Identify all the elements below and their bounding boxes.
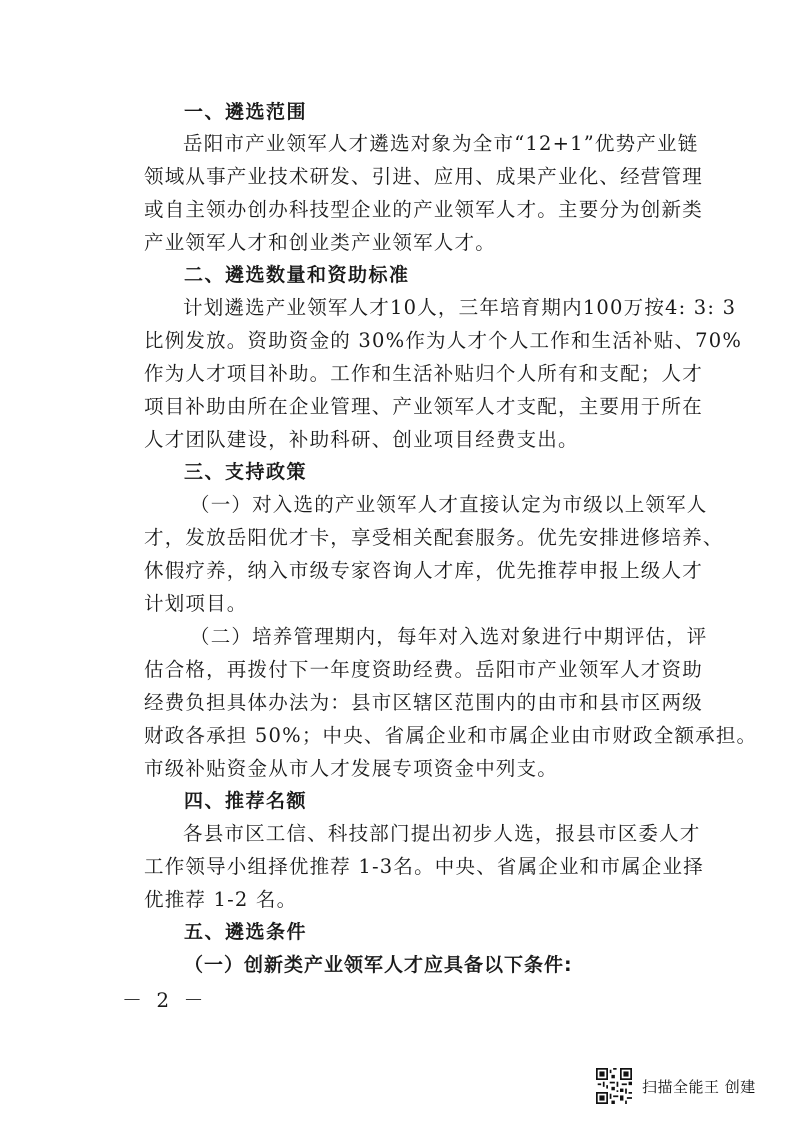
section5-subheading: （一）创新类产业领军人才应具备以下条件: [184,954,573,976]
section1-line-2: 领域从事产业技术研发、引进、应用、成果产业化、经营管理 [144,165,703,188]
section5-heading: 五、遴选条件 [184,921,308,943]
section1-line-4: 产业领军人才和创业类产业领军人才。 [144,231,496,254]
section1-heading: 一、遴选范围 [184,101,308,123]
section1-line-1: 岳阳市产业领军人才遴选对象为全市“12+1”优势产业链 [183,132,699,155]
section2-line-4: 项目补助由所在企业管理、产业领军人才支配，主要用于所在 [144,395,703,418]
section2-line-2: 比例发放。资助资金的 30%作为人才个人工作和生活补贴、70% [144,329,743,352]
section3-para2-line-2: 估合格，再拨付下一年度资助经费。岳阳市产业领军人才资助 [144,658,703,681]
section3-para2-line-4: 财政各承担 50%；中央、省属企业和市属企业由市财政全额承担。 [144,724,758,747]
section4-line-3: 优推荐 1-2 名。 [144,888,298,911]
section3-para1-line-3: 休假疗养，纳入市级专家咨询人才库，优先推荐申报上级人才 [144,559,703,582]
section4-line-2: 工作领导小组择优推荐 1-3名。中央、省属企业和市属企业择 [144,855,704,878]
watermark-text: 扫描全能王 创建 [642,1077,756,1096]
page-number: － 2 － [122,988,208,1012]
section2-line-3: 作为人才项目补助。工作和生活补贴归个人所有和支配；人才 [144,362,703,385]
section3-para2-line-5: 市级补贴资金从市人才发展专项资金中列支。 [144,757,559,780]
section3-para1-line-2: 才，发放岳阳优才卡，享受相关配套服务。优先安排进修培养、 [144,526,724,549]
section3-para1-line-1: （一）对入选的产业领军人才直接认定为市级以上领军人 [190,493,708,516]
section4-line-1: 各县市区工信、科技部门提出初步人选，报县市区委人才 [183,822,701,845]
section3-para1-line-4: 计划项目。 [144,592,248,615]
section3-para2-line-3: 经费负担具体办法为：县市区辖区范围内的由市和县市区两级 [144,691,703,714]
section3-heading: 三、支持政策 [184,461,308,483]
section4-heading: 四、推荐名额 [184,790,308,812]
section3-para2-line-1: （二）培养管理期内，每年对入选对象进行中期评估，评 [190,625,708,648]
section2-line-5: 人才团队建设，补助科研、创业项目经费支出。 [144,428,579,451]
qr-code-icon [596,1068,632,1104]
camscanner-watermark [596,1064,786,1108]
section1-line-3: 或自主领办创办科技型企业的产业领军人才。主要分为创新类 [144,198,703,221]
section2-line-1: 计划遴选产业领军人才10人，三年培育期内100万按4: 3: 3 [183,296,737,319]
section2-heading: 二、遴选数量和资助标准 [184,264,410,286]
